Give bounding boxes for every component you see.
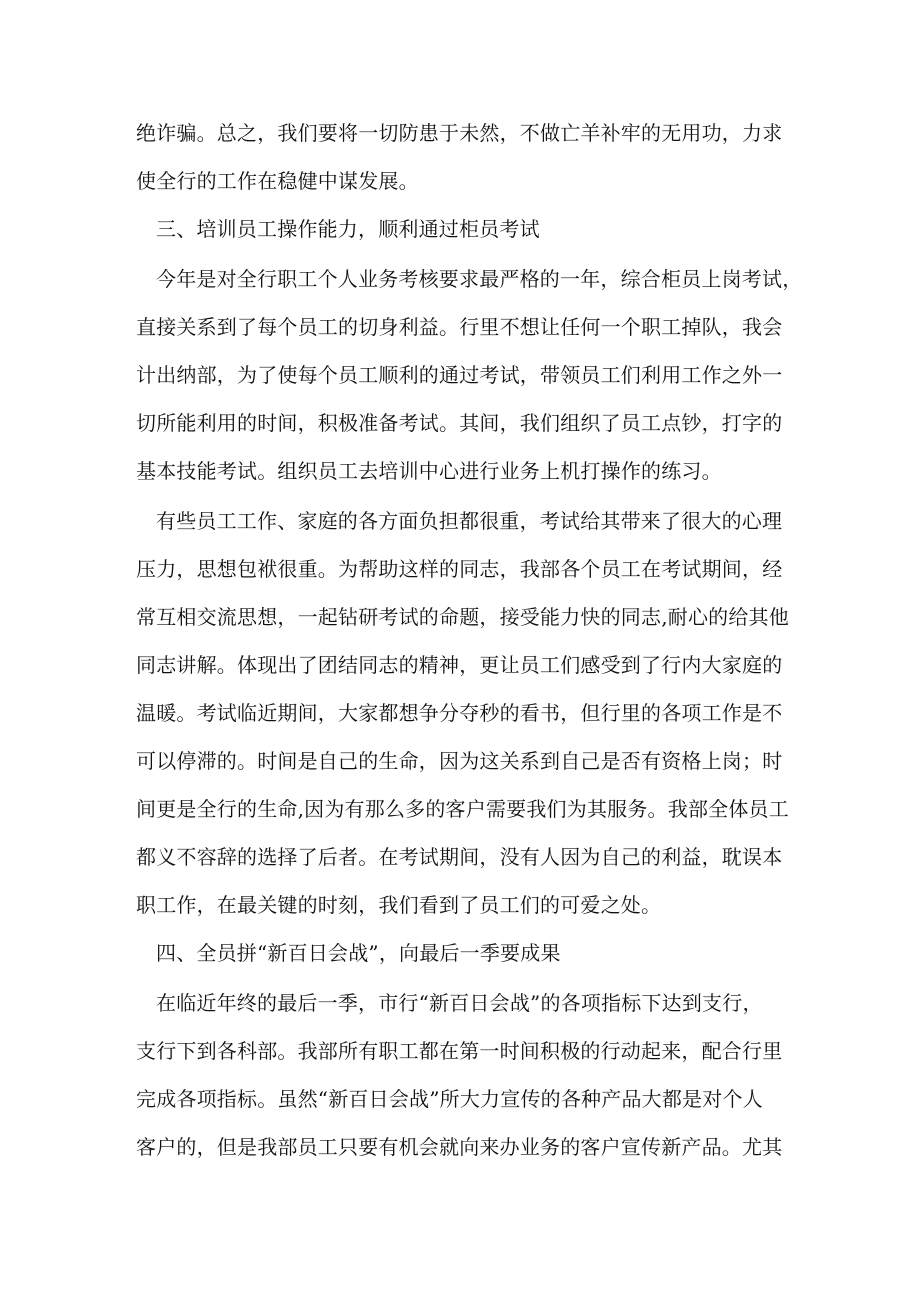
text-line-8: 基本技能考试。组织员工去培训中心进行业务上机打操作的练习。	[136, 459, 722, 483]
text-line-14: 可以停滞的。时间是自己的生命，因为这关系到自己是否有资格上岗；时	[136, 749, 783, 773]
text-line-20: 支行下到各科部。我部所有职工都在第一时间积极的行动起来，配合行里	[136, 1039, 783, 1063]
text-line-15: 间更是全行的生命,因为有那么多的客户需要我们为其服务。我部全体员工	[136, 797, 789, 821]
text-line-9: 有些员工工作、家庭的各方面负担都很重，考试给其带来了很大的心理	[156, 509, 783, 533]
text-line-6: 计出纳部，为了使每个员工顺利的通过考试，带领员工们利用工作之外一	[136, 363, 783, 387]
text-line-5: 直接关系到了每个员工的切身利益。行里不想让任何一个职工掉队，我会	[136, 315, 783, 339]
text-line-19: 在临近年终的最后一季，市行“新百日会战”的各项指标下达到支行，	[156, 991, 763, 1015]
text-line-21: 完成各项指标。虽然“新百日会战”所大力宣传的各种产品大都是对个人	[136, 1087, 763, 1111]
text-line-13: 温暖。考试临近期间，大家都想争分夺秒的看书，但行里的各项工作是不	[136, 701, 783, 725]
text-line-22: 客户的，但是我部员工只要有机会就向来办业务的客户宣传新产品。尤其	[136, 1135, 783, 1159]
text-line-16: 都义不容辞的选择了后者。在考试期间，没有人因为自己的利益，耽误本	[136, 845, 783, 869]
text-line-11: 常互相交流思想，一起钻研考试的命题，接受能力快的同志,耐心的给其他	[136, 605, 789, 629]
text-line-2: 使全行的工作在稳健中谋发展。	[136, 169, 419, 193]
text-line-1: 绝诈骗。总之，我们要将一切防患于未然，不做亡羊补牢的无用功，力求	[136, 121, 783, 145]
section-heading-3: 三、培训员工操作能力，顺利通过柜员考试	[156, 217, 540, 241]
text-line-10: 压力，思想包袱很重。为帮助这样的同志，我部各个员工在考试期间，经	[136, 557, 783, 581]
text-line-4: 今年是对全行职工个人业务考核要求最严格的一年，综合柜员上岗考试，	[156, 267, 803, 291]
text-line-7: 切所能利用的时间，积极准备考试。其间，我们组织了员工点钞，打字的	[136, 411, 783, 435]
text-line-17: 职工作，在最关键的时刻，我们看到了员工们的可爱之处。	[136, 893, 662, 917]
text-line-12: 同志讲解。体现出了团结同志的精神，更让员工们感受到了行内大家庭的	[136, 653, 783, 677]
section-heading-18: 四、全员拼“新百日会战”，向最后一季要成果	[156, 941, 561, 965]
